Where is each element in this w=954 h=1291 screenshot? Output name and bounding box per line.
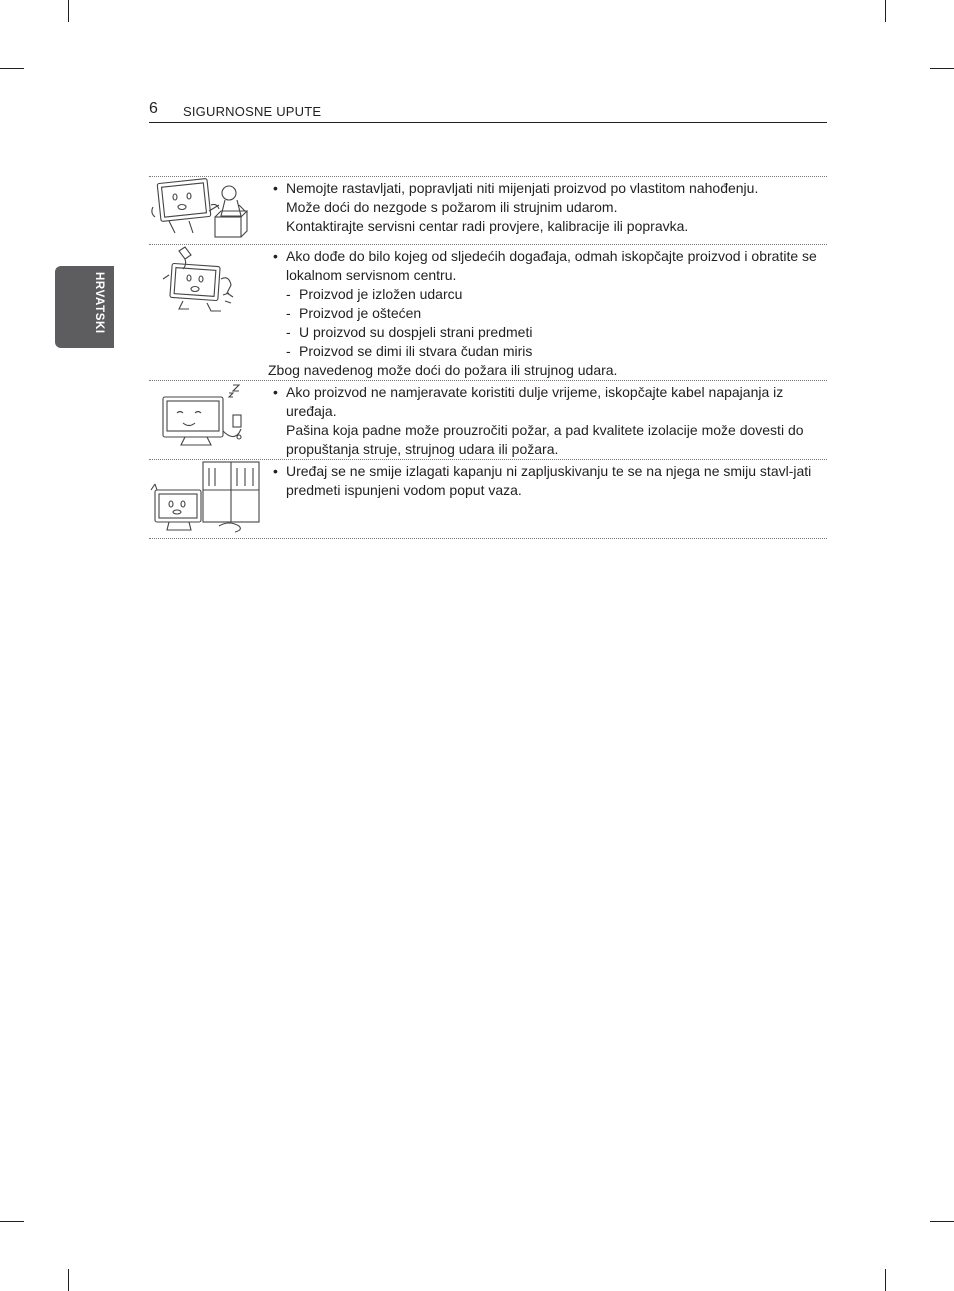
instruction-line: Kontaktirajte servisni centar radi provjere, kalibracije ili popravka. xyxy=(286,218,689,234)
warning-footer: Zbog navedenog može doći do požara ili strujnog udara. xyxy=(268,362,618,378)
safety-instructions-table xyxy=(149,176,827,539)
tv-damaged-smoking-icon xyxy=(149,245,265,315)
sub-item xyxy=(286,323,827,342)
sub-item xyxy=(286,285,827,304)
crop-mark xyxy=(68,0,69,22)
tv-water-window-icon xyxy=(149,460,265,536)
instruction-line: Nemojte rastavljati, popravljati niti mijenjati proizvod po vlastitom nahođenju. xyxy=(286,180,759,196)
sub-item xyxy=(286,304,827,323)
crop-mark xyxy=(68,1269,69,1291)
instruction-line: Uređaj se ne smije izlagati kapanju ni zapljuskivanju te se na njega ne smiju stavl-jati predmeti ispunjeni vodom poput vaza. xyxy=(286,463,812,498)
sub-item xyxy=(286,342,827,361)
instruction-line: Ako dođe do bilo kojeg od sljedećih događaja, odmah iskopčajte proizvod i obratite se lokalnom servisnom centru. xyxy=(286,248,817,283)
crop-mark xyxy=(0,68,24,69)
bullet-marker: • xyxy=(273,248,278,264)
tv-unplugged-sleeping-icon xyxy=(149,381,265,451)
page-header xyxy=(149,100,827,123)
table-row xyxy=(149,176,827,244)
page-number: 6 xyxy=(149,100,158,117)
row-text xyxy=(272,381,827,459)
table-row xyxy=(149,244,827,380)
bullet-marker: • xyxy=(273,384,278,400)
bullet-marker: • xyxy=(273,463,278,479)
sub-item-text: Proizvod se dimi ili stvara čudan miris xyxy=(299,343,533,359)
dash-marker: - xyxy=(286,286,291,302)
language-tab-label: HRVATSKI xyxy=(93,272,105,334)
table-row xyxy=(149,380,827,459)
table-row xyxy=(149,459,827,539)
sub-item-text: U proizvod su dospjeli strani predmeti xyxy=(299,324,533,340)
section-title: SIGURNOSNE UPUTE xyxy=(183,104,322,119)
bullet-marker: • xyxy=(273,180,278,196)
instruction-line: Pašina koja padne može prouzročiti požar, a pad kvalitete izolacije može dovesti do propuštanja struje, strujnog udara ili požara. xyxy=(286,422,804,457)
crop-mark xyxy=(930,68,954,69)
instruction-line: Ako proizvod ne namjeravate koristiti dulje vrijeme, iskopčajte kabel napajanja iz uređaja. xyxy=(286,384,784,419)
row-text xyxy=(272,177,827,236)
sub-item-text: Proizvod je izložen udarcu xyxy=(299,286,463,302)
dash-marker: - xyxy=(286,343,291,359)
crop-mark xyxy=(0,1221,24,1222)
dash-marker: - xyxy=(286,305,291,321)
dash-marker: - xyxy=(286,324,291,340)
crop-mark xyxy=(930,1221,954,1222)
sub-item-text: Proizvod je oštećen xyxy=(299,305,422,321)
language-tab xyxy=(55,266,114,348)
tv-being-disassembled-icon xyxy=(149,177,265,244)
crop-mark xyxy=(885,1269,886,1291)
row-text xyxy=(272,460,827,500)
crop-mark xyxy=(885,0,886,22)
row-text xyxy=(268,245,827,380)
instruction-line: Može doći do nezgode s požarom ili strujnim udarom. xyxy=(286,199,618,215)
